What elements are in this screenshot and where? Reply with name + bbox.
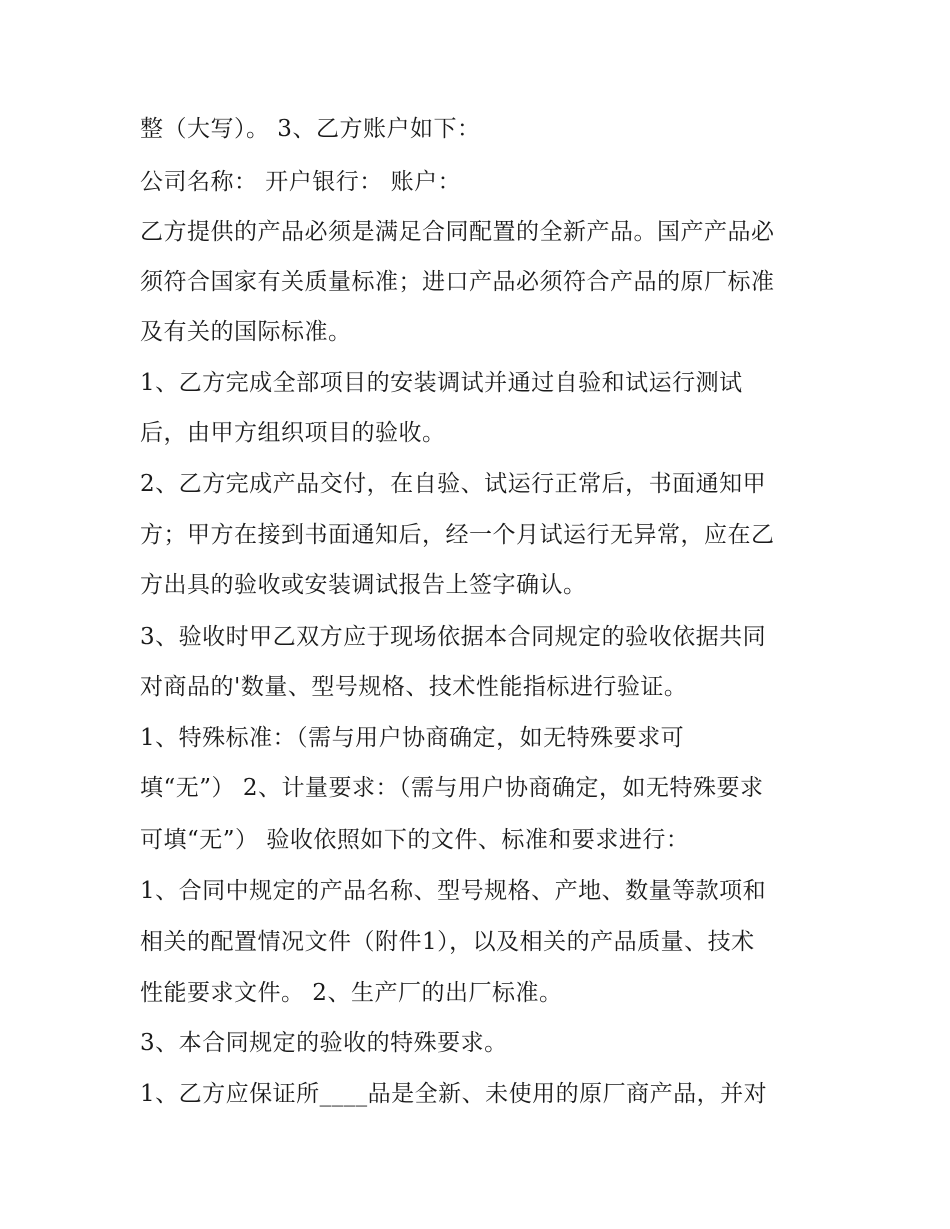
text-line: 填“无”） 2、计量要求：（需与用户协商确定，如无特殊要求 xyxy=(140,775,764,801)
text-line: 对商品的'数量、型号规格、技术性能指标进行验证。 xyxy=(140,674,688,700)
text-line: 3、本合同规定的验收的特殊要求。 xyxy=(140,1030,508,1056)
text-line: 须符合国家有关质量标准；进口产品必须符合产品的原厂标准 xyxy=(140,269,775,295)
text-line: 可填“无”） 验收依照如下的文件、标准和要求进行： xyxy=(140,827,690,853)
text-line: 1、特殊标准：（需与用户协商确定，如无特殊要求可 xyxy=(140,725,685,751)
text-line: 乙方提供的产品必须是满足合同配置的全新产品。国产产品必 xyxy=(140,219,775,245)
text-line: 公司名称： 开户银行： 账户： xyxy=(140,169,462,195)
text-line: 方出具的验收或安装调试报告上签字确认。 xyxy=(140,572,587,598)
text-line: 2、乙方完成产品交付，在自验、试运行正常后，书面通知甲 xyxy=(140,471,767,497)
text-line: 1、合同中规定的产品名称、型号规格、产地、数量等款项和 xyxy=(140,878,767,904)
text-line: 及有关的国际标准。 xyxy=(140,319,352,345)
text-line: 后，由甲方组织项目的验收。 xyxy=(140,420,446,446)
text-line: 1、乙方应保证所____品是全新、未使用的原厂商产品，并对 xyxy=(140,1081,768,1107)
text-line: 性能要求文件。 2、生产厂的出厂标准。 xyxy=(140,980,563,1006)
text-line: 方；甲方在接到书面通知后，经一个月试运行无异常，应在乙 xyxy=(140,522,775,548)
text-line: 相关的配置情况文件（附件1），以及相关的产品质量、技术 xyxy=(140,929,755,955)
text-line: 3、验收时甲乙双方应于现场依据本合同规定的验收依据共同 xyxy=(140,624,767,650)
text-line: 1、乙方完成全部项目的安装调试并通过自验和试运行测试 xyxy=(140,370,743,396)
text-line: 整（大写）。 3、乙方账户如下： xyxy=(140,116,481,142)
